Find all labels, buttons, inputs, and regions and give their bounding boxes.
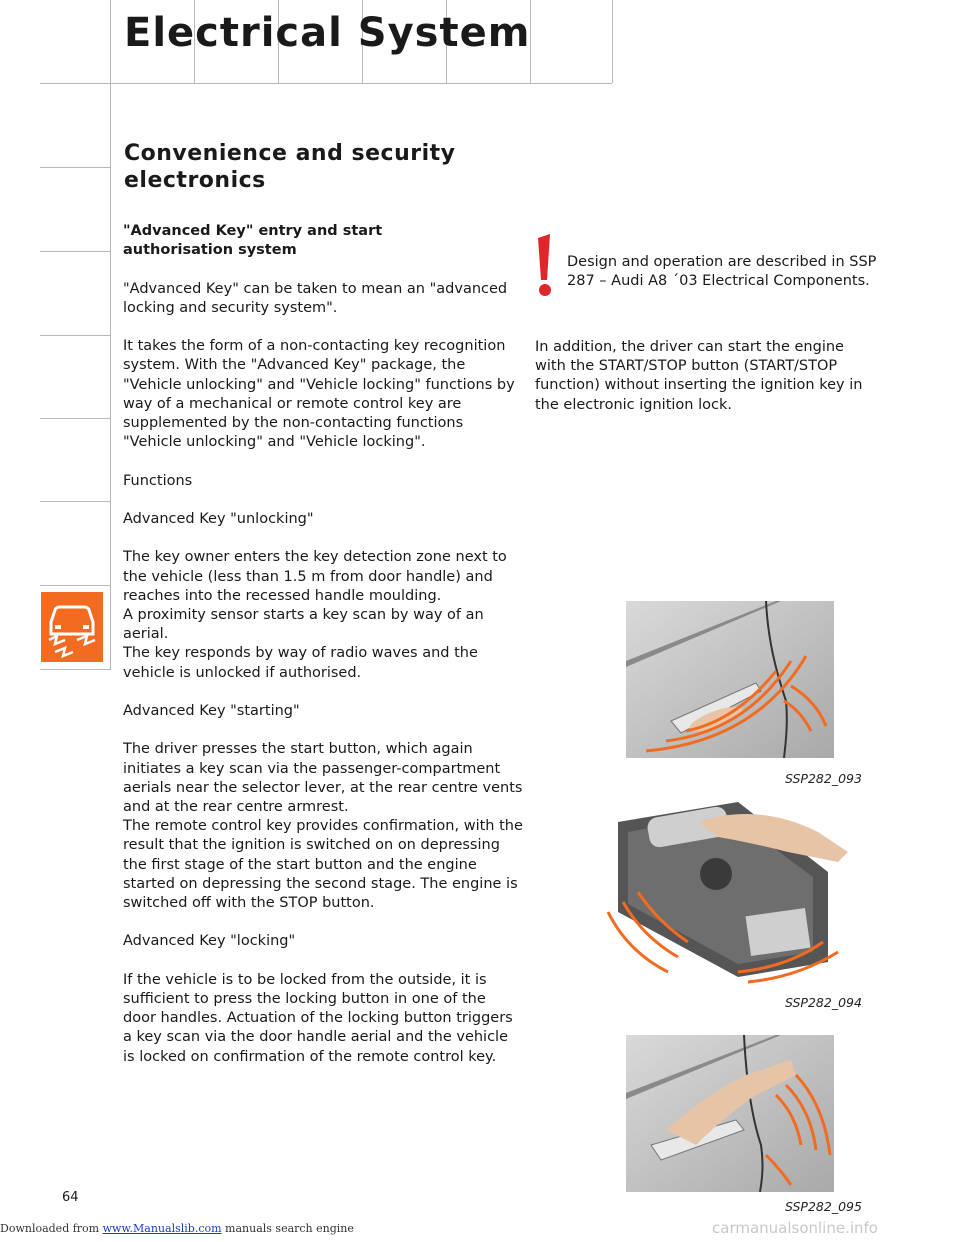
figure-caption: SSP282_094 (785, 995, 862, 1010)
figure-caption: SSP282_093 (785, 771, 862, 786)
sidebar-grid-line (40, 501, 110, 502)
header-grid-line (40, 83, 612, 84)
sidebar-grid-line (40, 167, 110, 168)
paragraph: A proximity sensor starts a key scan by way of an aerial. (123, 606, 484, 643)
page-title: Electrical System (124, 10, 531, 56)
sidebar-grid-line (40, 251, 110, 252)
sidebar-grid-line (40, 669, 110, 670)
manualslib-link[interactable]: www.Manualslib.com (102, 1222, 222, 1235)
footer-suffix: manuals search engine (221, 1222, 354, 1235)
paragraph: The key responds by way of radio waves and the vehicle is unlocked if authorised. (123, 645, 478, 681)
paragraph: Advanced Key "starting" (123, 702, 300, 719)
door-handle-lock-figure (626, 1035, 834, 1192)
section-title: Convenience and security electronics (124, 141, 456, 193)
exclamation-icon (535, 234, 557, 298)
figure-caption: SSP282_095 (785, 1199, 862, 1214)
door-handle-unlock-figure (626, 601, 834, 758)
reference-note: Design and operation are described in SSP 287 – Audi A8 ´03 Electrical Components. (567, 254, 877, 290)
sidebar-grid-line (40, 335, 110, 336)
paragraph: Advanced Key "locking" (123, 933, 296, 950)
paragraph: The remote control key provides confirmation, with the result that the ignition is switched on on depressing the first stage of the start button and the engine started on depressing the second stage. The engine is switched off with the STOP button. (123, 818, 523, 911)
subheading (123, 222, 523, 260)
page-number: 64 (62, 1190, 79, 1205)
paragraph: If the vehicle is to be locked from the outside, it is sufficient to press the locking button in one of the door handles. Actuation of the locking button triggers a key scan via the door handle aerial and the vehicle is locked on confirmation of the remote control key. (123, 971, 513, 1065)
paragraph: Advanced Key "unlocking" (123, 510, 314, 527)
electrical-chapter-icon (41, 592, 103, 662)
footer-prefix: Downloaded from (0, 1222, 103, 1235)
addition-paragraph: In addition, the driver can start the engine with the START/STOP button (START/STOP function) without inserting the ignition key in the electronic ignition lock. (535, 339, 863, 413)
watermark: carmanualsonline.info (712, 1219, 878, 1237)
subheading-line: authorisation system (123, 242, 297, 259)
download-footer (0, 1222, 354, 1235)
paragraph: "Advanced Key" can be taken to mean an "advanced locking and security system". (123, 280, 508, 316)
sidebar-grid-line (40, 585, 110, 586)
subheading-line: "Advanced Key" entry and start (123, 223, 383, 239)
paragraph: Functions (123, 472, 193, 489)
sidebar-grid-line (110, 83, 111, 670)
left-column (123, 222, 523, 1086)
paragraph: The driver presses the start button, which again initiates a key scan via the passenger-compartment aerials near the selector lever, at the rear centre vents and at the rear centre armrest. (123, 741, 523, 815)
paragraph: It takes the form of a non-contacting key recognition system. With the "Advanced Key" package, the "Vehicle unlocking" and "Vehicle locking" functions by way of a mechanical or remote control key are supplemented by the non-contacting functions "Vehicle unlocking" and "Vehicle locking". (123, 338, 515, 451)
console-start-figure (598, 792, 856, 987)
paragraph: The key owner enters the key detection zone next to the vehicle (less than 1.5 m from door handle) and reaches into the recessed handle moulding. (123, 549, 507, 604)
header-grid-line (612, 0, 613, 83)
header-grid-line (110, 0, 111, 83)
sidebar-grid-line (40, 418, 110, 419)
